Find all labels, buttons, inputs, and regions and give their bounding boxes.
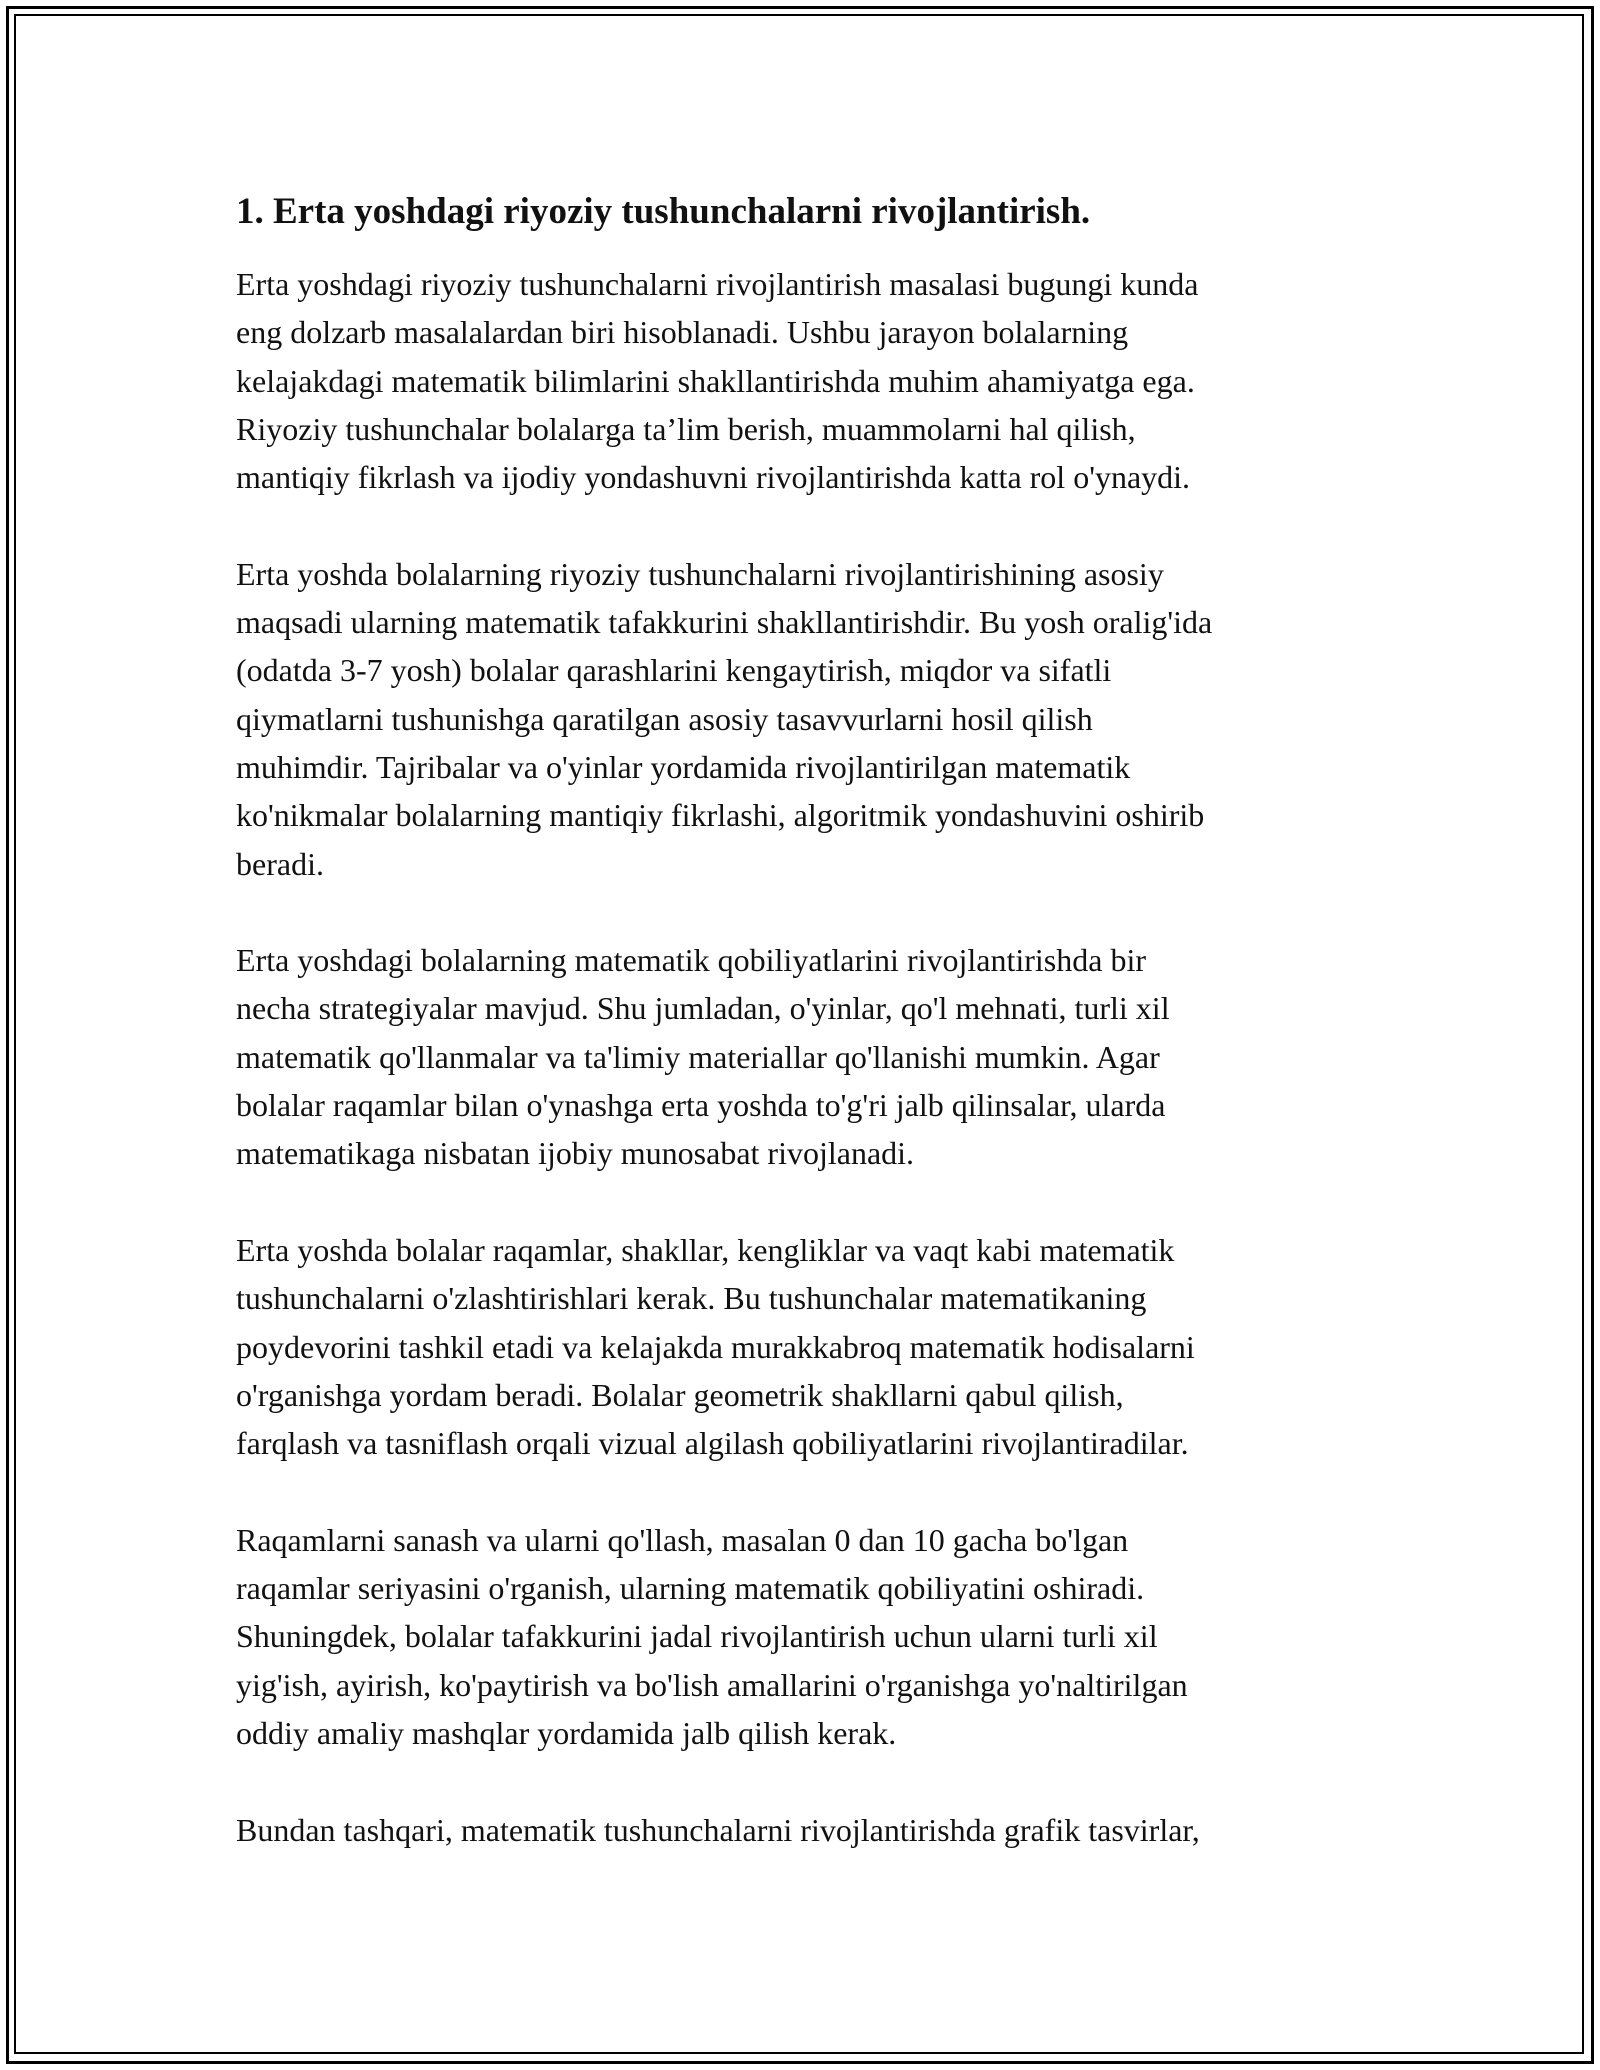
text-line: raqamlar seriyasini o'rganish, ularning matematik qobiliyatini oshiradi.: [236, 1570, 1145, 1607]
paragraph-4: [236, 1226, 1376, 1467]
section-heading: 1. Erta yoshdagi riyoziy tushunchalarni rivojlantirish.: [236, 191, 1091, 232]
text-line: Shuningdek, bolalar tafakkurini jadal rivojlantirish uchun ularni turli xil: [236, 1618, 1158, 1655]
paragraph-1: [236, 260, 1376, 501]
text-line: ko'nikmalar bolalarning mantiqiy fikrlashi, algoritmik yondashuvini oshirib: [236, 797, 1205, 834]
text-line: poydevorini tashkil etadi va kelajakda murakkabroq matematik hodisalarni: [236, 1328, 1195, 1365]
text-line: o'rganishga yordam beradi. Bolalar geometrik shakllarni qabul qilish,: [236, 1376, 1124, 1413]
text-line: Erta yoshdagi bolalarning matematik qobiliyatlarini rivojlantirishda bir: [236, 942, 1146, 979]
text-line: eng dolzarb masalalardan biri hisoblanadi. Ushbu jarayon bolalarning: [236, 314, 1129, 351]
text-line: qiymatlarni tushunishga qaratilgan asosiy tasavvurlarni hosil qilish: [236, 700, 1093, 737]
text-line: mantiqiy fikrlash va ijodiy yondashuvni rivojlantirishda katta rol o'ynaydi.: [236, 459, 1191, 496]
text-line: Raqamlarni sanash va ularni qo'llash, masalan 0 dan 10 gacha bo'lgan: [236, 1521, 1129, 1558]
paragraph-2: [236, 550, 1376, 888]
text-line: bolalar raqamlar bilan o'ynashga erta yoshda to'g'ri jalb qilinsalar, ularda: [236, 1087, 1166, 1124]
document-body: [236, 188, 1376, 1854]
paragraph-3: [236, 936, 1376, 1177]
text-line: Riyoziy tushunchalar bolalarga ta’lim berish, muammolarni hal qilish,: [236, 410, 1136, 447]
text-line: maqsadi ularning matematik tafakkurini shakllantirishdir. Bu yosh oralig'ida: [236, 604, 1213, 641]
text-line: beradi.: [236, 845, 324, 882]
text-line: Erta yoshdagi riyoziy tushunchalarni rivojlantirish masalasi bugungi kunda: [236, 266, 1199, 302]
text-line: matematikaga nisbatan ijobiy munosabat rivojlanadi.: [236, 1135, 915, 1172]
text-line: kelajakdagi matematik bilimlarini shakllantirishda muhim ahamiyatga ega.: [236, 362, 1195, 399]
paragraph-5: [236, 1516, 1376, 1757]
text-line: matematik qo'llanmalar va ta'limiy materiallar qo'llanishi mumkin. Agar: [236, 1038, 1160, 1075]
text-line: oddiy amaliy mashqlar yordamida jalb qilish kerak.: [236, 1714, 897, 1751]
text-line: Erta yoshda bolalar raqamlar, shakllar, kengliklar va vaqt kabi matematik: [236, 1231, 1175, 1268]
text-line: tushunchalarni o'zlashtirishlari kerak. Bu tushunchalar matematikaning: [236, 1280, 1147, 1317]
text-line: necha strategiyalar mavjud. Shu jumladan, o'yinlar, qo'l mehnati, turli xil: [236, 990, 1170, 1027]
text-line: Erta yoshda bolalarning riyoziy tushunchalarni rivojlantirishining asosiy: [236, 555, 1164, 592]
text-line: muhimdir. Tajribalar va o'yinlar yordamida rivojlantirilgan matematik: [236, 748, 1131, 785]
paragraph-6: [236, 1806, 1376, 1854]
text-line: farqlash va tasniflash orqali vizual algilash qobiliyatlarini rivojlantiradilar.: [236, 1425, 1189, 1462]
text-line: Bundan tashqari, matematik tushunchalarni rivojlantirishda grafik tasvirlar,: [236, 1811, 1200, 1848]
text-line: (odatda 3-7 yosh) bolalar qarashlarini kengaytirish, miqdor va sifatli: [236, 652, 1112, 689]
text-line: yig'ish, ayirish, ko'paytirish va bo'lish amallarini o'rganishga yo'naltirilgan: [236, 1666, 1188, 1703]
